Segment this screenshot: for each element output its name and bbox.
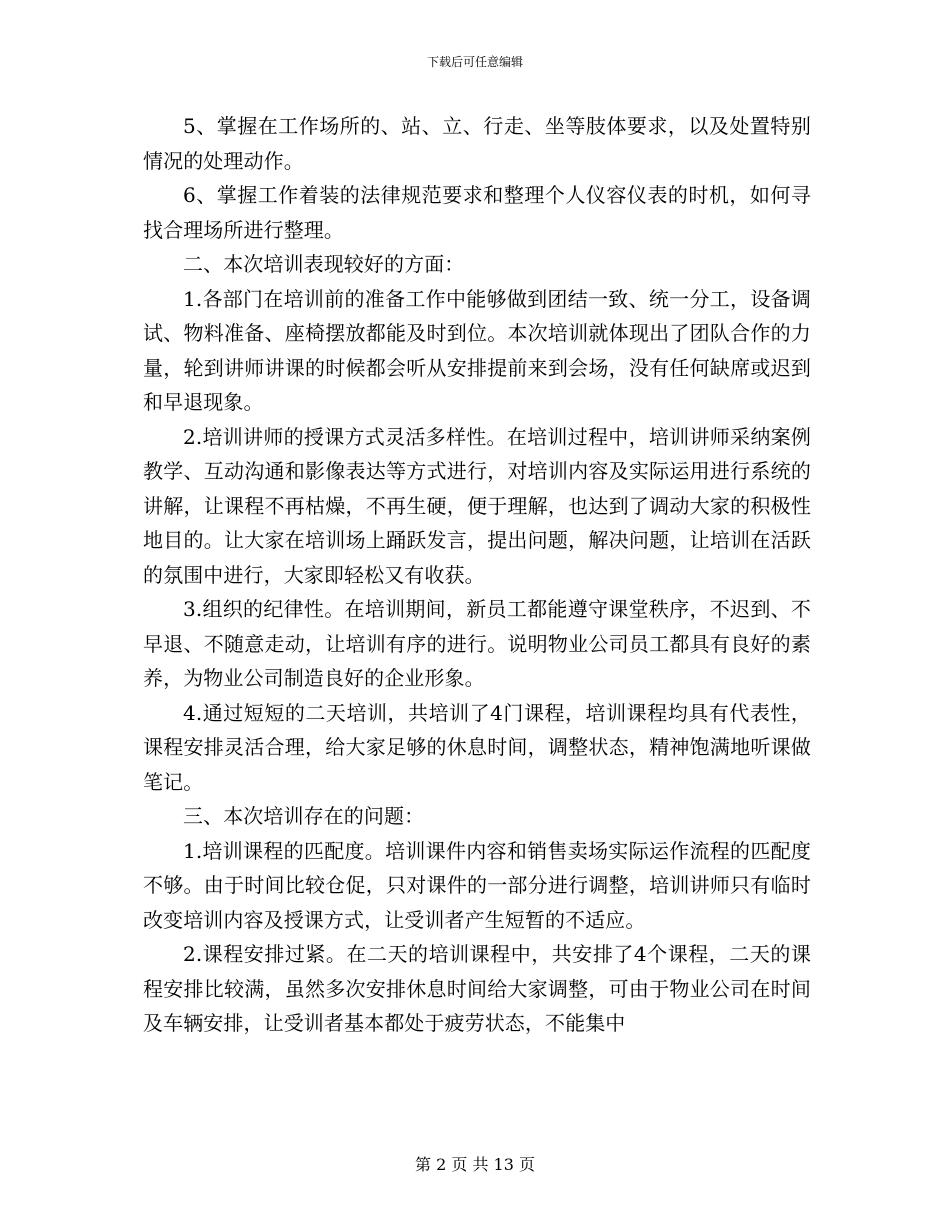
- paragraph-item-5: 5、掌握在工作场所的、站、立、行走、坐等肢体要求，以及处置特别情况的处理动作。: [143, 114, 811, 173]
- paragraph-problem-2: 2.课程安排过紧。在二天的培训课程中，共安排了4个课程，二天的课程安排比较满，虽然多次安排休息时间给大家调整，可由于物业公司在时间及车辆安排，让受训者基本都处于疲劳状态，不能集中: [143, 942, 811, 1035]
- section-heading-strengths: 二、本次培训表现较好的方面：: [183, 252, 465, 276]
- document-body: [143, 109, 811, 1041]
- paragraph-strength-2: 2.培训讲师的授课方式灵活多样性。在培训过程中，培训讲师采纳案例教学、互动沟通和影像表达等方式进行，对培训内容及实际运用进行系统的讲解，让课程不再枯燥，不再生硬，便于理解，也达到了调动大家的积极性地目的。让大家在培训场上踊跃发言，提出问题，解决问题，让培训在活跃的氛围中进行，大家即轻松又有收获。: [143, 424, 811, 587]
- paragraph-item-6: 6、掌握工作着装的法律规范要求和整理个人仪容仪表的时机，如何寻找合理场所进行整理。: [143, 183, 811, 242]
- page-footer: 第 2 页 共 13 页: [415, 1155, 535, 1174]
- paragraph-strength-3: 3.组织的纪律性。在培训期间，新员工都能遵守课堂秩序，不迟到、不早退、不随意走动，让培训有序的进行。说明物业公司员工都具有良好的素养，为物业公司制造良好的企业形象。: [143, 597, 811, 690]
- paragraph-problem-1: 1.培训课程的匹配度。培训课件内容和销售卖场实际运作流程的匹配度不够。由于时间比较仓促，只对课件的一部分进行调整，培训讲师只有临时改变培训内容及授课方式，让受训者产生短暂的不适应。: [143, 838, 811, 932]
- page-header: 下载后可任意编辑: [426, 55, 523, 69]
- paragraph-strength-4: 4.通过短短的二天培训，共培训了4门课程，培训课程均具有代表性，课程安排灵活合理，给大家足够的休息时间，调整状态，精神饱满地听课做笔记。: [143, 700, 811, 794]
- section-heading-problems: 三、本次培训存在的问题：: [183, 804, 425, 828]
- paragraph-strength-1: 1.各部门在培训前的准备工作中能够做到团结一致、统一分工，设备调试、物料准备、座椅摆放都能及时到位。本次培训就体现出了团队合作的力量，轮到讲师讲课的时候都会听从安排提前来到会场，没有任何缺席或迟到和早退现象。: [143, 286, 811, 414]
